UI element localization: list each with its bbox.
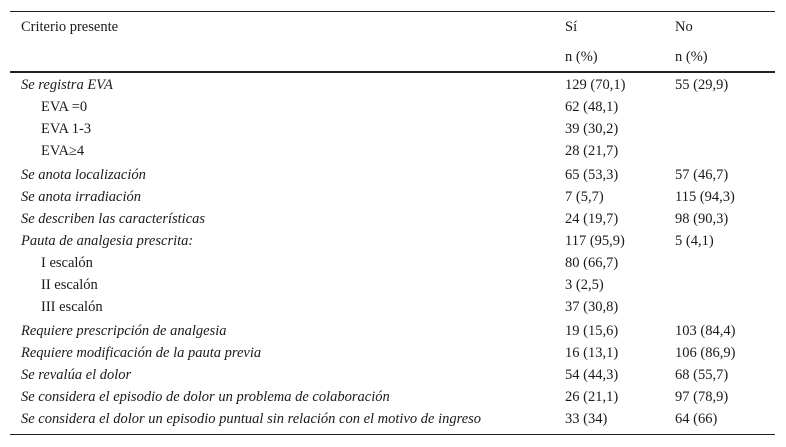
row-no-value: 115 (94,3) <box>675 189 735 205</box>
row-label: Se revalúa el dolor <box>21 367 132 383</box>
row-si-value: 26 (21,1) <box>565 389 619 405</box>
row-label: III escalón <box>41 299 103 315</box>
row-no-value: 57 (46,7) <box>675 167 729 183</box>
row-no-value: 55 (29,9) <box>675 77 729 93</box>
row-label: Se registra EVA <box>21 77 113 93</box>
row-label: Se anota irradiación <box>21 189 142 205</box>
row-si-value: 19 (15,6) <box>565 323 619 339</box>
row-no-value: 64 (66) <box>675 411 718 427</box>
row-si-value: 28 (21,7) <box>565 143 619 159</box>
row-no-value: 98 (90,3) <box>675 211 729 227</box>
row-no-value: 106 (86,9) <box>675 345 736 361</box>
row-si-value: 65 (53,3) <box>565 167 619 183</box>
row-label: Se considera el dolor un episodio puntual sin relación con el motivo de ingreso <box>21 411 482 427</box>
row-label: Se anota localización <box>21 167 146 183</box>
header-no: No <box>675 19 693 35</box>
row-label: Requiere prescripción de analgesia <box>21 323 227 339</box>
row-no-value: 68 (55,7) <box>675 367 729 383</box>
row-label: EVA≥4 <box>41 143 85 159</box>
header-si: Sí <box>565 19 578 35</box>
header-si-unit: n (%) <box>565 49 598 65</box>
header-no-unit: n (%) <box>675 49 708 65</box>
row-label: Pauta de analgesia prescrita: <box>21 233 194 249</box>
row-si-value: 54 (44,3) <box>565 367 619 383</box>
row-si-value: 7 (5,7) <box>565 189 604 205</box>
row-si-value: 37 (30,8) <box>565 299 619 315</box>
row-no-value: 5 (4,1) <box>675 233 714 249</box>
header-criterion: Criterio presente <box>21 19 119 35</box>
row-si-value: 39 (30,2) <box>565 121 619 137</box>
row-label: Requiere modificación de la pauta previa <box>21 345 262 361</box>
row-label: EVA 1-3 <box>41 121 92 137</box>
row-si-value: 3 (2,5) <box>565 277 604 293</box>
row-label: Se describen las características <box>21 211 206 227</box>
row-si-value: 24 (19,7) <box>565 211 619 227</box>
table-bottom-rule <box>10 434 775 435</box>
row-si-value: 16 (13,1) <box>565 345 619 361</box>
row-si-value: 33 (34) <box>565 411 608 427</box>
row-no-value: 103 (84,4) <box>675 323 736 339</box>
header-bottom-rule <box>10 71 775 73</box>
row-label: II escalón <box>41 277 98 293</box>
row-label: I escalón <box>41 255 93 271</box>
row-si-value: 62 (48,1) <box>565 99 619 115</box>
row-no-value: 97 (78,9) <box>675 389 729 405</box>
row-si-value: 80 (66,7) <box>565 255 619 271</box>
row-label: EVA =0 <box>41 99 88 115</box>
row-si-value: 117 (95,9) <box>565 233 625 249</box>
row-label: Se considera el episodio de dolor un problema de colaboración <box>21 389 390 405</box>
row-si-value: 129 (70,1) <box>565 77 626 93</box>
table-top-rule <box>10 11 775 12</box>
